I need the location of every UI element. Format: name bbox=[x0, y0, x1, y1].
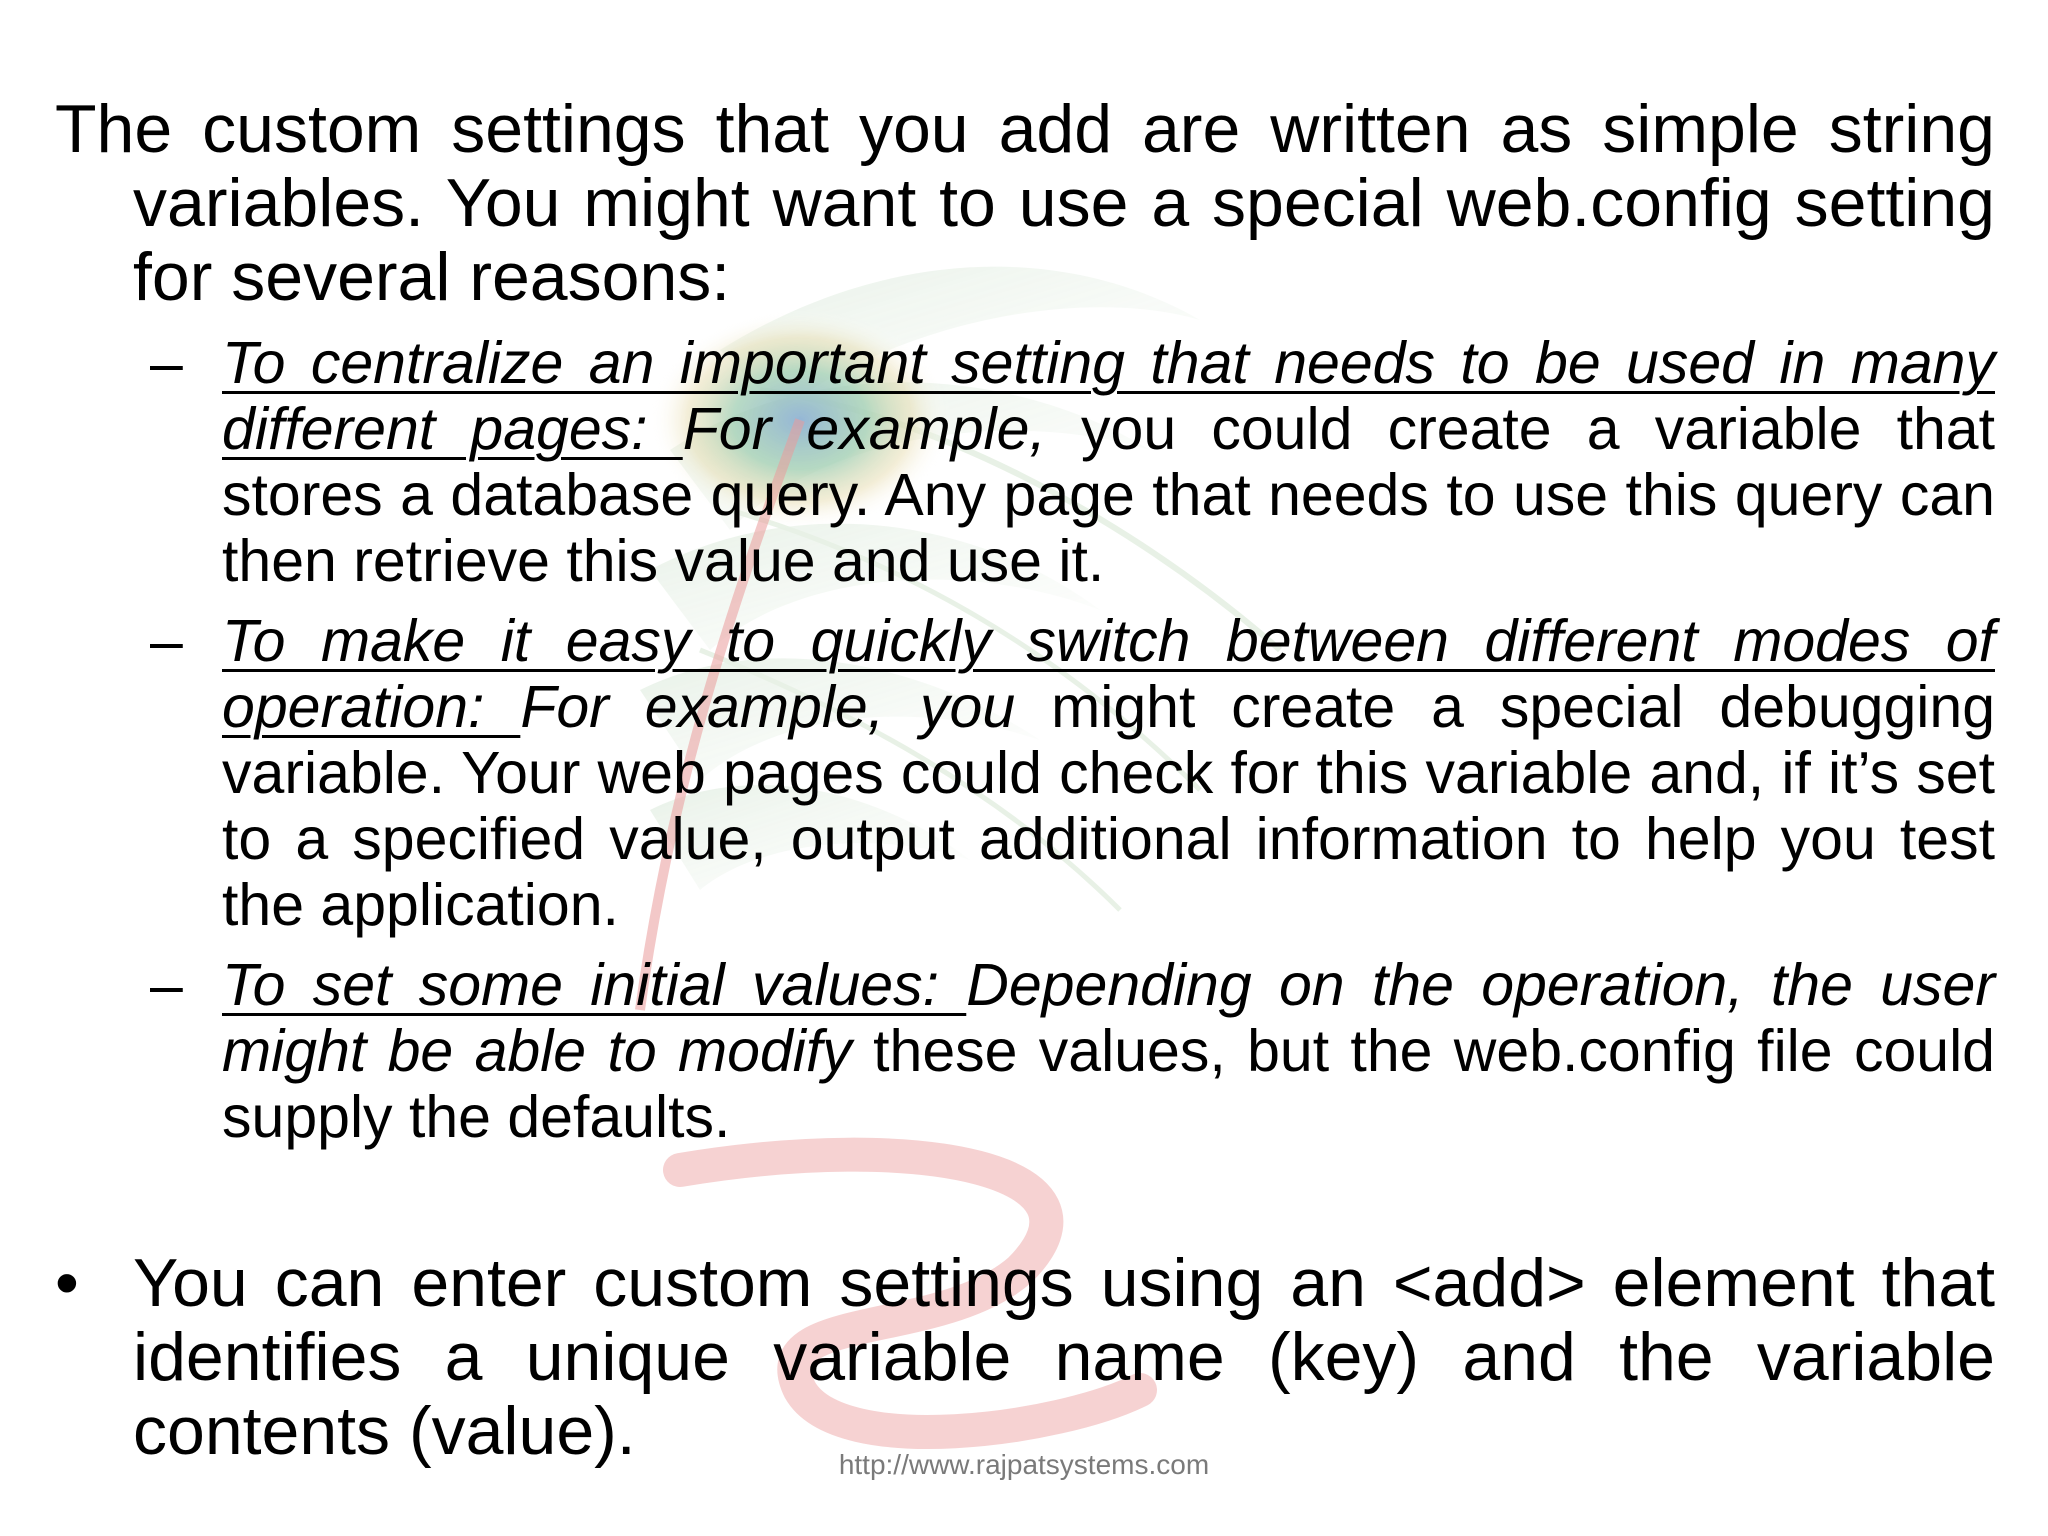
reason-heading: To set some initial values: bbox=[222, 952, 967, 1018]
reason-body bbox=[150, 330, 1995, 594]
reason-item bbox=[150, 608, 1995, 938]
dash-marker: – bbox=[150, 952, 183, 1018]
dash-marker: – bbox=[150, 608, 183, 674]
bullet-marker: • bbox=[55, 1245, 79, 1321]
bullet-text: You can enter custom settings using an <add> element that identifies a unique variable name (key) and the variable contents (value). bbox=[133, 1245, 1995, 1469]
intro-text: The custom settings that you add are written as simple string variables. You might want to use a special web.config setting for several reasons: bbox=[55, 91, 1995, 315]
reason-italic: For example, bbox=[682, 396, 1046, 462]
reason-text: might create a special debugging variable. Your web pages could check for this variable and, if it’s set to a specified value, output additional information to help you test the application. bbox=[222, 674, 1996, 938]
dash-marker: – bbox=[150, 330, 183, 396]
footer-url: http://www.rajpatsystems.com bbox=[838, 1449, 1210, 1480]
bullet-item bbox=[55, 1246, 1995, 1468]
reason-heading: To make it easy to quickly switch between different modes of operation: bbox=[222, 608, 1995, 740]
reason-body bbox=[150, 608, 1995, 938]
reason-item bbox=[150, 330, 1995, 594]
reason-text: these values, but the web.config file could supply the defaults. bbox=[222, 1018, 1995, 1150]
reason-heading: To centralize an important setting that needs to be used in many different pages: bbox=[222, 330, 1995, 462]
intro-paragraph bbox=[55, 92, 1995, 314]
reason-text: you could create a variable that stores a database query. Any page that needs to use this query can then retrieve this value and use it. bbox=[222, 396, 1996, 594]
reason-body bbox=[150, 952, 1995, 1150]
reason-italic: Depending on the operation, the user might be able to modify bbox=[222, 952, 1995, 1084]
reason-item bbox=[150, 952, 1995, 1150]
reason-italic: For example, you bbox=[520, 674, 1016, 740]
